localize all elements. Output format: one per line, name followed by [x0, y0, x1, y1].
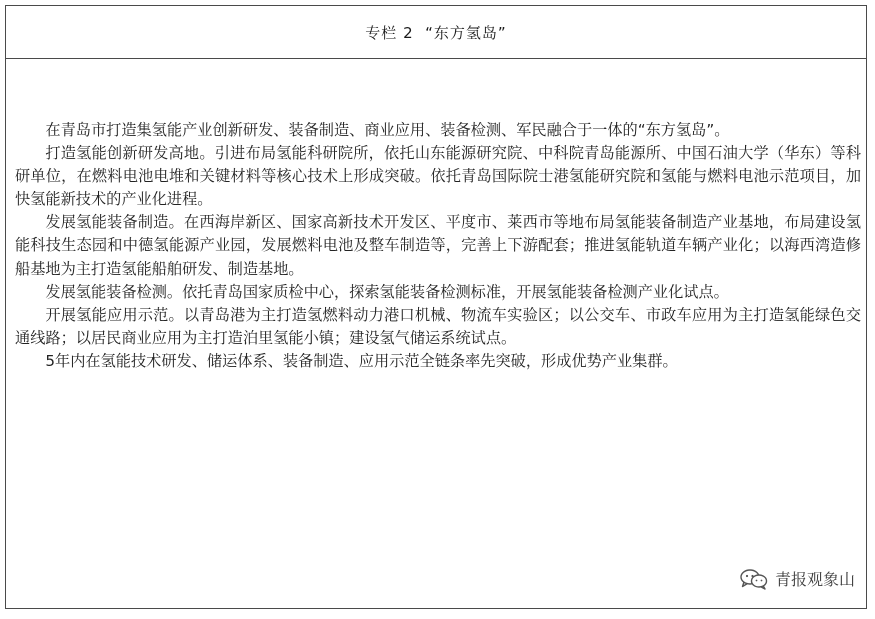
box-title: 专栏 2 “东方氢岛”: [365, 23, 507, 42]
paragraph-demonstration: 开展氢能应用示范。以青岛港为主打造氢燃料动力港口机械、物流车实验区；以公交车、市政车应用为主打造氢能绿色交通线路；以居民商业应用为主打造泊里氢能小镇；建设氢气储运系统试点。: [15, 305, 861, 347]
box-header: [6, 6, 866, 59]
box-body: [15, 119, 861, 373]
source-watermark: [739, 567, 855, 590]
paragraph-intro: 在青岛市打造集氢能产业创新研发、装备制造、商业应用、装备检测、军民融合于一体的“东方氢岛”。: [45, 121, 730, 139]
watermark-text: 青报观象山: [774, 570, 855, 589]
paragraph-testing: 发展氢能装备检测。依托青岛国家质检中心，探索氢能装备检测标准，开展氢能装备检测产业化试点。: [45, 282, 729, 301]
wechat-icon: [739, 568, 769, 590]
paragraph-goal: 5年内在氢能技术研发、储运体系、装备制造、应用示范全链条率先突破，形成优势产业集群。: [45, 351, 678, 370]
feature-box: [5, 5, 867, 609]
paragraph-research: 打造氢能创新研发高地。引进布局氢能科研院所，依托山东能源研究院、中科院青岛能源所、中国石油大学（华东）等科研单位，在燃料电池电堆和关键材料等核心技术上形成突破。依托青岛国际院士港氢能研究院和氢能与燃料电池示范项目，加快氢能新技术的产业化进程。: [15, 144, 861, 209]
paragraph-manufacturing: 发展氢能装备制造。在西海岸新区、国家高新技术开发区、平度市、莱西市等地布局氢能装备制造产业基地，布局建设氢能科技生态园和中德氢能源产业园，发展燃料电池及整车制造等，完善上下游配套；推进氢能轨道车辆产业化；以海西湾造修船基地为主打造氢能船舶研发、制造基地。: [15, 213, 861, 278]
